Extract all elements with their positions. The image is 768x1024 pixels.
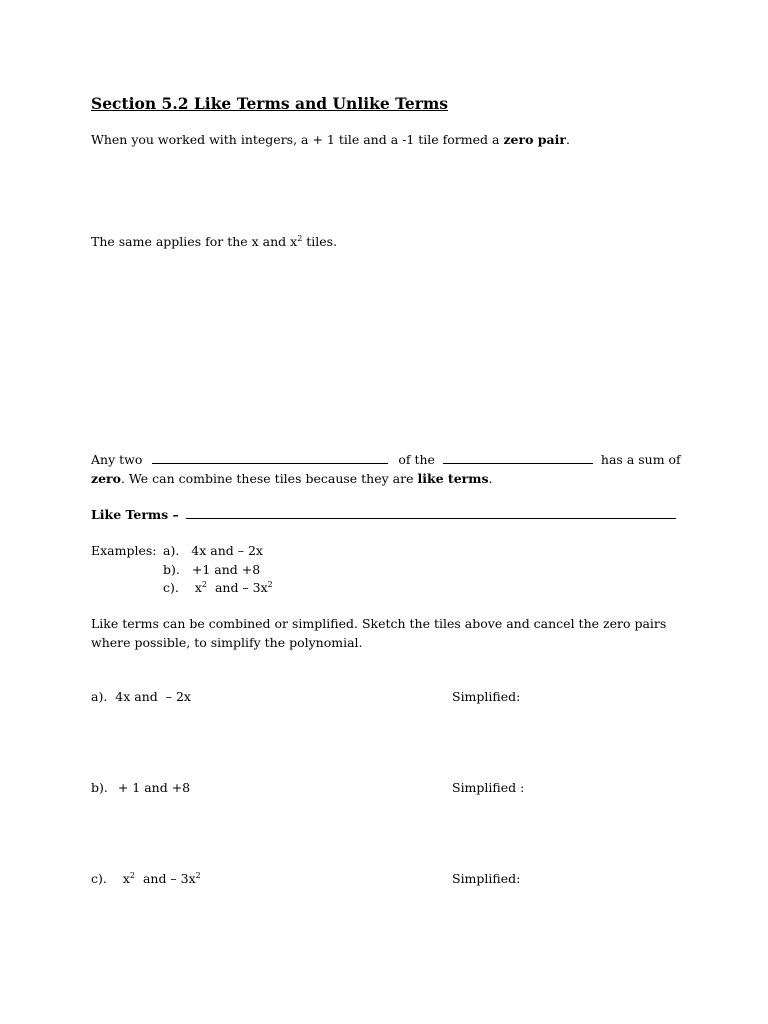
problem-c (91, 871, 201, 886)
example-expression: +1 and +8 (191, 562, 261, 577)
like-terms-definition (91, 507, 676, 522)
example-letter: b). (163, 562, 180, 577)
any-two-line-2 (91, 471, 493, 486)
problem-expression: 4x and – 2x (115, 689, 191, 704)
any-two-line (91, 452, 681, 467)
line-end: . (488, 471, 493, 486)
example-expression: $x^2$ and – $3x^2$ (194, 580, 273, 596)
problem-b (91, 780, 190, 795)
superscript: 2 (297, 234, 303, 243)
intro-paragraph (91, 132, 570, 147)
simplified-label: Simplified : (452, 780, 525, 795)
any-two-text: Any two (91, 452, 143, 467)
simplified-label: Simplified: (452, 871, 521, 886)
example-item (163, 580, 273, 595)
same-applies-post: tiles. (302, 234, 338, 250)
example-item (163, 543, 263, 558)
example-expression: 4x and – 2x (191, 543, 263, 558)
same-applies-text: The same applies for the x and x (91, 234, 298, 250)
instruction-line-2: where possible, to simplify the polynomial. (91, 635, 363, 650)
problem-label: a). (91, 689, 108, 704)
combine-text: . We can combine these tiles because they are (120, 471, 418, 486)
examples-label: Examples: (91, 543, 157, 558)
intro-end: . (565, 132, 570, 147)
blank-line-1[interactable] (152, 452, 388, 464)
sum-of-text: has a sum of (600, 452, 681, 467)
problem-a (91, 689, 191, 704)
example-letter: c). (163, 580, 179, 596)
blank-line-2[interactable] (443, 452, 593, 464)
problem-label: c). (91, 871, 107, 887)
problem-label: b). (91, 780, 108, 795)
zero-term: zero (91, 471, 121, 486)
of-the-text: of the (398, 452, 435, 467)
example-item (163, 562, 260, 577)
problem-expression: + 1 and +8 (117, 780, 191, 795)
like-terms-label: Like Terms – (91, 507, 179, 522)
page-title: Section 5.2 Like Terms and Unlike Terms (91, 94, 449, 113)
example-letter: a). (163, 543, 180, 558)
zero-pair-term: zero pair (503, 132, 566, 147)
problem-expression: $x^2$ and – $3x^2$ (122, 871, 201, 887)
intro-text: When you worked with integers, a + 1 tile and a -1 tile formed a (91, 132, 504, 147)
definition-blank-line[interactable] (186, 507, 676, 519)
simplified-label: Simplified: (452, 689, 521, 704)
instruction-line-1: Like terms can be combined or simplified. Sketch the tiles above and cancel the zero pairs (91, 616, 667, 631)
like-terms-term: like terms (417, 471, 489, 486)
same-applies-paragraph (91, 234, 337, 249)
